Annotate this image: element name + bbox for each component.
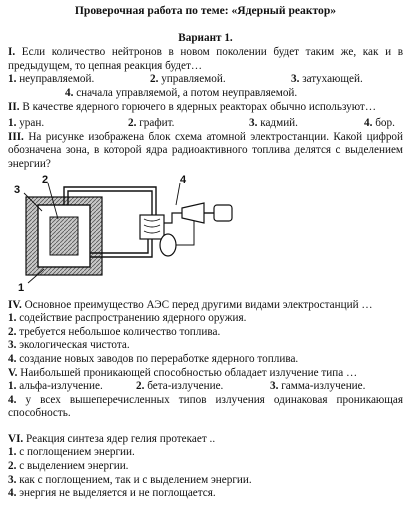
question-4-number: IV. — [8, 298, 22, 311]
q4-option-4-text: создание новых заводов по переработке ядерного топлива. — [19, 352, 299, 365]
question-5-number: V. — [8, 366, 18, 379]
q5-option-4 — [8, 394, 403, 421]
question-5 — [8, 367, 403, 381]
q5-option-3 — [270, 380, 365, 394]
electric-generator — [214, 205, 232, 221]
question-1-number: I. — [8, 46, 16, 59]
q5-option-3-num: 3. — [270, 380, 279, 393]
turbine — [182, 203, 204, 223]
q6-option-1-text: с поглощением энергии. — [19, 446, 135, 459]
diagram-label-4: 4 — [180, 174, 187, 186]
q5-option-3-text: гамма-излучение. — [281, 380, 366, 393]
q5-option-4-num: 4. — [8, 393, 17, 406]
q6-option-3-num: 3. — [8, 473, 17, 486]
q2-option-4 — [364, 117, 395, 131]
q6-option-3 — [8, 474, 403, 488]
q2-option-2-text: графит. — [139, 117, 175, 130]
q1-option-3-text: затухающей. — [302, 73, 363, 86]
question-1 — [8, 46, 403, 73]
q2-option-1-text: уран. — [19, 117, 45, 130]
q6-option-4-num: 4. — [8, 487, 17, 500]
variant-heading: Вариант 1. — [178, 31, 233, 44]
q6-option-2-num: 2. — [8, 460, 17, 473]
circulation-pump — [160, 234, 176, 256]
diagram-label-2: 2 — [42, 174, 49, 186]
section-gap — [8, 421, 403, 433]
q2-option-2 — [128, 117, 174, 131]
q5-option-1-text: альфа-излучение. — [19, 380, 103, 393]
q4-option-1-num: 1. — [8, 312, 17, 325]
q1-option-2-text: управляемой. — [161, 73, 226, 86]
question-2-number: II. — [8, 100, 20, 113]
steam-line — [164, 213, 182, 223]
question-1-text: Если количество нейтронов в новом поколении будет таким же, как и в предыдущем, то цепная реакция будет… — [8, 46, 404, 72]
q4-option-3 — [8, 339, 403, 353]
q6-option-3-text: как с поглощением, так и с выделением энергии. — [19, 473, 252, 486]
q6-option-1 — [8, 446, 403, 460]
question-2-text: В качестве ядерного горючего в ядерных реакторах обычно используют… — [22, 100, 377, 113]
npp-schematic-svg — [8, 175, 248, 295]
q5-option-1 — [8, 380, 103, 394]
q2-option-1 — [8, 117, 44, 131]
question-1-options-row — [8, 73, 403, 87]
q1-option-1-text: неуправляемой. — [19, 73, 95, 86]
question-3-text: На рисунке изображена блок схема атомной электростанции. Какой цифрой обозначена зона, в которой ядра радиоактивного топлива делятся с выделением энергии? — [8, 130, 404, 170]
q1-option-4 — [8, 87, 403, 101]
q4-option-2-num: 2. — [8, 325, 17, 338]
q2-option-4-num: 4. — [364, 117, 373, 130]
q2-option-1-num: 1. — [8, 117, 17, 130]
condensate-line — [176, 221, 194, 245]
question-4 — [8, 299, 403, 313]
q6-option-4 — [8, 487, 403, 501]
q4-option-1 — [8, 312, 403, 326]
q2-option-3-num: 3. — [249, 117, 258, 130]
q1-option-4-text: сначала управляемой, а потом неуправляемой. — [76, 86, 298, 99]
reactor-core — [50, 217, 78, 255]
question-6 — [8, 433, 403, 447]
q4-option-4-num: 4. — [8, 352, 17, 365]
question-3 — [8, 131, 403, 172]
question-2 — [8, 101, 403, 115]
question-5-text: Наибольшей проникающей способностью обладает излучение типа … — [20, 366, 358, 379]
q1-option-1 — [8, 73, 94, 87]
q5-option-1-num: 1. — [8, 380, 17, 393]
q2-option-4-text: бор. — [375, 117, 395, 130]
q4-option-1-text: содействие распространению ядерного оружия. — [19, 312, 247, 325]
diagram-label-1: 1 — [18, 281, 25, 294]
npp-diagram — [8, 175, 403, 295]
question-6-number: VI. — [8, 432, 24, 445]
q4-option-2-text: требуется небольшое количество топлива. — [19, 325, 221, 338]
q1-option-1-num: 1. — [8, 73, 17, 86]
q1-option-2 — [150, 73, 226, 87]
q5-option-2-num: 2. — [136, 380, 145, 393]
q5-option-4-text: у всех вышеперечисленных типов излучения одинаковая проникающая способность. — [8, 393, 404, 420]
q5-option-2 — [136, 380, 223, 394]
q4-option-3-num: 3. — [8, 339, 17, 352]
page-title: Проверочная работа по теме: «Ядерный реактор» — [74, 4, 337, 17]
question-2-options-row — [8, 117, 403, 131]
question-5-options-row — [8, 380, 403, 394]
q2-option-2-num: 2. — [128, 117, 137, 130]
q6-option-1-num: 1. — [8, 446, 17, 459]
q1-option-4-num: 4. — [65, 86, 74, 99]
q2-option-3 — [249, 117, 298, 131]
q6-option-2 — [8, 460, 403, 474]
question-6-text: Реакция синтеза ядер гелия протекает .. — [26, 432, 216, 445]
q6-option-4-text: энергия не выделяется и не поглощается. — [19, 487, 216, 500]
label-4-leader — [176, 183, 180, 205]
q1-option-2-num: 2. — [150, 73, 159, 86]
question-4-text: Основное преимущество АЭС перед другими видами электростанций … — [24, 298, 373, 311]
q6-option-2-text: с выделением энергии. — [19, 460, 129, 473]
diagram-label-3: 3 — [14, 183, 21, 196]
q1-option-3 — [291, 73, 363, 87]
q1-option-3-num: 3. — [291, 73, 300, 86]
q4-option-2 — [8, 326, 403, 340]
q4-option-3-text: экологическая чистота. — [19, 339, 130, 352]
q4-option-4 — [8, 353, 403, 367]
q5-option-2-text: бета-излучение. — [147, 380, 224, 393]
q2-option-3-text: кадмий. — [260, 117, 298, 130]
question-3-number: III. — [8, 130, 24, 143]
